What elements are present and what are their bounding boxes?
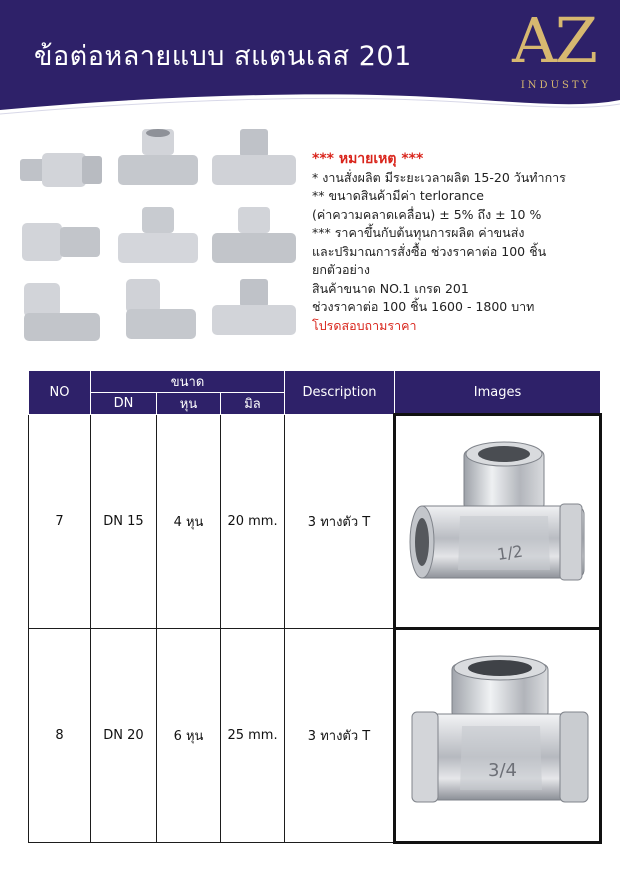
header-banner: [0, 0, 620, 118]
az-logo: [500, 4, 615, 98]
cell-dn: DN 15: [91, 415, 157, 629]
tee-fitting-image: [400, 634, 596, 834]
spec-table: [28, 370, 602, 844]
notes-block: [312, 150, 612, 335]
logo-subtitle: INDUSTY: [520, 80, 592, 91]
tee-thumb: [112, 203, 204, 277]
note-line: ช่วงราคาต่อ 100 ชิ้น 1600 - 1800 บาท: [312, 299, 535, 314]
cell-mil: 20 mm.: [221, 415, 285, 629]
cell-hun: 6 หุน: [157, 629, 221, 843]
straight-coupling-thumb: [16, 205, 108, 279]
fitting-marking: 3/4: [487, 759, 517, 781]
header-description: Description: [285, 371, 395, 415]
header-no: NO: [29, 371, 91, 415]
note-line: ยกตัวอย่าง: [312, 262, 370, 277]
elbow-thumb: [112, 275, 204, 349]
product-thumbnails: [16, 125, 306, 355]
page-title: ข้อต่อหลายแบบ สแตนเลส 201: [34, 41, 412, 72]
tee-thumb: [208, 125, 300, 199]
tee-thumb: [208, 203, 300, 277]
note-line: สินค้าขนาด NO.1 เกรด 201: [312, 280, 469, 296]
logo-letters: AZ: [512, 4, 596, 77]
cell-image: [395, 629, 601, 843]
header-hun: หุน: [157, 393, 221, 415]
cell-description: 3 ทางตัว T: [285, 415, 395, 629]
fitting-marking: 1/2: [495, 541, 524, 564]
notes-heading: *** หมายเหตุ ***: [312, 151, 424, 167]
header-mil: มิล: [221, 393, 285, 415]
cell-image: [395, 415, 601, 629]
cell-hun: 4 หุน: [157, 415, 221, 629]
contact-price-note: โปรดสอบถามราคา: [312, 317, 417, 333]
note-line: ** ขนาดสินค้ามีค่า terlorance: [312, 188, 484, 203]
header-wave-decoration: [0, 88, 620, 118]
cell-no: 8: [29, 629, 91, 843]
note-line: (ค่าความคลาดเคลื่อน) ± 5% ถึง ± 10 %: [312, 206, 542, 222]
table-row: [29, 629, 601, 843]
cell-dn: DN 20: [91, 629, 157, 843]
header-dn: DN: [91, 393, 157, 415]
straight-coupling-thumb: [16, 133, 108, 207]
cell-no: 7: [29, 415, 91, 629]
table-row: [29, 415, 601, 629]
header-images: Images: [395, 371, 601, 415]
elbow-thumb: [16, 277, 108, 351]
cell-mil: 25 mm.: [221, 629, 285, 843]
cell-description: 3 ทางตัว T: [285, 629, 395, 843]
tee-thumb: [112, 125, 204, 199]
tee-fitting-image: [400, 420, 596, 620]
header-size-group: ขนาด: [91, 371, 285, 393]
note-line: * งานสั่งผลิต มีระยะเวลาผลิต 15-20 วันทำการ: [312, 169, 566, 185]
note-line: *** ราคาขึ้นกับต้นทุนการผลิต ค่าขนส่ง: [312, 225, 525, 240]
tee-thumb: [208, 275, 300, 349]
note-line: และปริมาณการสั่งซื้อ ช่วงราคาต่อ 100 ชิ้น: [312, 243, 547, 259]
